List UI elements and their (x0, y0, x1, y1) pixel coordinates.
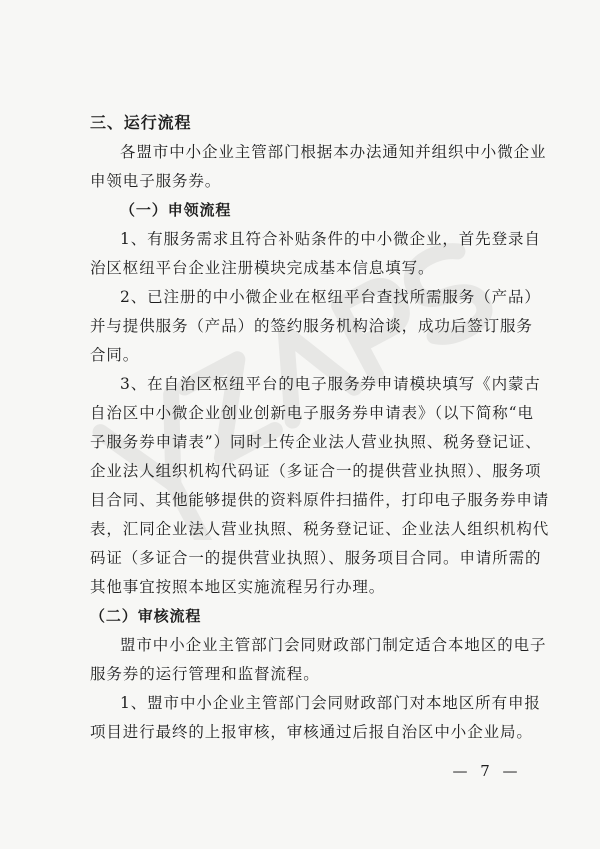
paragraph-line: 项目进行最终的上报审核，审核通过后报自治区中小企业局。 (90, 723, 533, 741)
paragraph-line: 子服务券申请表”）同时上传企业法人营业执照、税务登记证、 (90, 433, 542, 451)
paragraph-line: 服务券的运行管理和监督流程。 (90, 665, 320, 683)
paragraph-line: 企业法人组织机构代码证（多证合一的提供营业执照）、服务项 (90, 462, 542, 480)
subsection-title-review: （二）审核流程 (90, 607, 202, 625)
paragraph-line: 码证（多证合一的提供营业执照）、服务项目合同。申请所需的 (90, 549, 542, 567)
paragraph-line: 并与提供服务（产品）的签约服务机构洽谈，成功后签订服务 (90, 317, 533, 335)
paragraph-line: 表，汇同企业法人营业执照、税务登记证、企业法人组织机构代 (90, 520, 550, 538)
paragraph-line: 目合同、其他能够提供的资料原件扫描件，打印电子服务券申请 (90, 491, 550, 509)
page-number: — 7 — (452, 762, 522, 780)
intro-line: 各盟市中小企业主管部门根据本办法通知并组织中小微企业 (120, 143, 547, 161)
intro-line: 申领电子服务券。 (90, 172, 222, 190)
paragraph-line: 3、在自治区枢纽平台的电子服务券申请模块填写《内蒙古 (120, 375, 541, 393)
paragraph-line: 1、盟市中小企业主管部门会同财政部门对本地区所有申报 (120, 694, 541, 712)
paragraph-line: 合同。 (90, 346, 140, 364)
section-title: 三、运行流程 (90, 113, 192, 132)
paragraph-line: 1、有服务需求且符合补贴条件的中小微企业，首先登录自 (120, 230, 541, 248)
paragraph-line: 2、已注册的中小微企业在枢纽平台查找所需服务（产品） (120, 288, 541, 306)
paragraph-line: 盟市中小企业主管部门会同财政部门制定适合本地区的电子 (120, 636, 547, 654)
paragraph-line: 自治区中小微企业创业创新电子服务券申请表》（以下简称“电 (90, 404, 534, 422)
subsection-title-application: （一）申领流程 (120, 201, 232, 219)
paragraph-line: 治区枢纽平台企业注册模块完成基本信息填写。 (90, 259, 435, 277)
paragraph-line: 其他事宜按照本地区实施流程另行办理。 (90, 578, 386, 596)
